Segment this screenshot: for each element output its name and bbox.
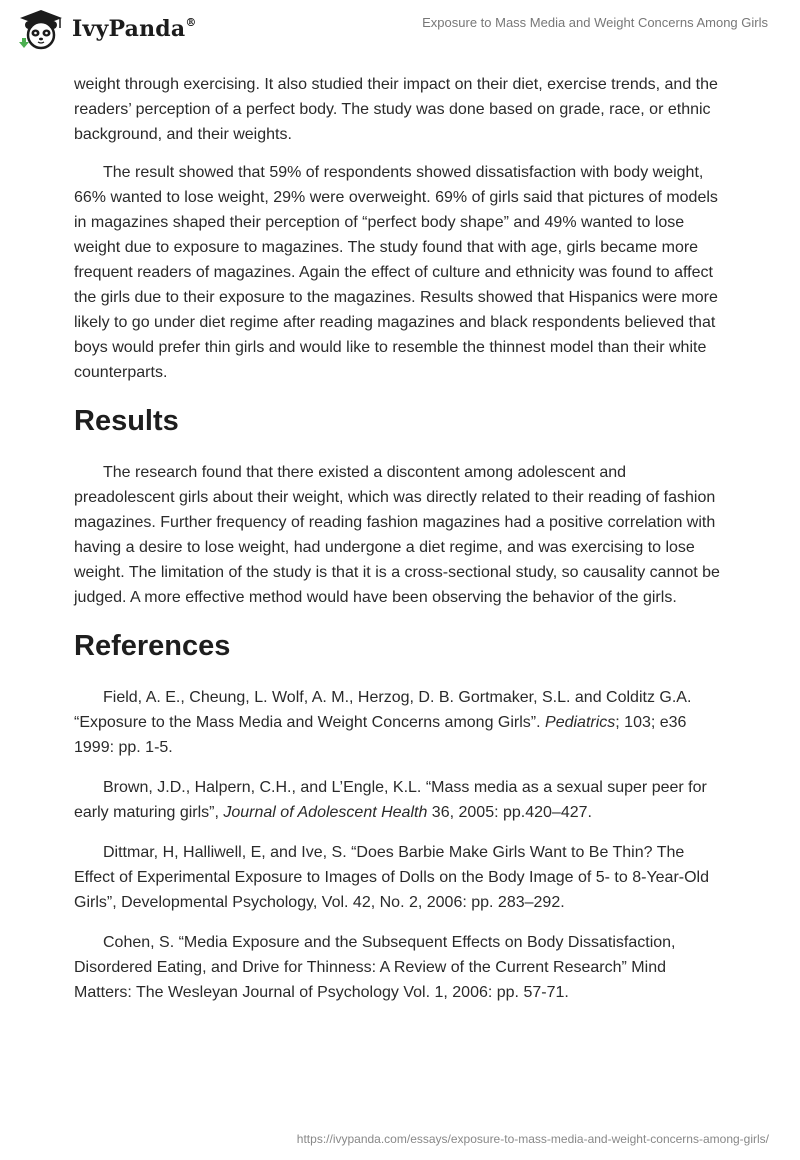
reference-item: Cohen, S. “Media Exposure and the Subsequent Effects on Body Dissatisfaction, Disordered Eating, and Drive for Thinness: A Review of the Current Research” Mind Matters: The Wesleyan Journal of Psychology Vol. 1, 2006: pp. 57-71.: [74, 934, 676, 1001]
panda-logo-icon: [16, 8, 66, 50]
results-heading: Results: [74, 405, 179, 437]
references-heading: References: [74, 630, 231, 662]
document-title: Exposure to Mass Media and Weight Concerns Among Girls: [422, 15, 768, 30]
journal-title: Pediatrics: [545, 714, 616, 731]
journal-title: Journal of Adolescent Health: [223, 804, 428, 821]
body-paragraph: The result showed that 59% of respondents showed dissatisfaction with body weight, 66% wanted to lose weight, 29% were overweight. 69% of girls said that pictures of models in magazines shaped their perception of “perfect body shape” and 49% wanted to lose weight due to exposure to magazines. The study found that with age, girls became more frequent readers of magazines. Again the effect of culture and ethnicity was found to affect the girls due to their exposure to the magazines. Results showed that Hispanics were more likely to go under diet regime after reading magazines and black respondents believed that boys would prefer thin girls and would like to resemble the thinnest model than their white counterparts.: [74, 164, 718, 381]
body-paragraph: weight through exercising. It also studied their impact on their diet, exercise trends, and the readers’ perception of a perfect body. The study was done based on grade, race, or ethnic background, and their weights.: [74, 76, 718, 143]
reference-item: Field, A. E., Cheung, L. Wolf, A. M., Herzog, D. B. Gortmaker, S.L. and Colditz G.A. “Exposure to the Mass Media and Weight Concerns among Girls”. Pediatrics; 103; e36 1999: pp. 1-5.: [74, 689, 692, 756]
reference-item: Brown, J.D., Halpern, C.H., and L’Engle, K.L. “Mass media as a sexual super peer for early maturing girls”, Journal of Adolescent Health 36, 2005: pp.420–427.: [74, 779, 707, 821]
registered-mark: ®: [185, 15, 197, 29]
source-url-link[interactable]: https://ivypanda.com/essays/exposure-to-mass-media-and-weight-concerns-among-girls/: [296, 1132, 769, 1146]
reference-item: Dittmar, H, Halliwell, E, and Ive, S. “Does Barbie Make Girls Want to Be Thin? The Effect of Experimental Exposure to Images of Dolls on the Body Image of 5- to 8-Year-Old Girls”, Developmental Psychology, Vol. 42, No. 2, 2006: pp. 283–292.: [74, 844, 709, 911]
essay-content: [74, 72, 726, 1020]
results-paragraph: The research found that there existed a discontent among adolescent and preadolescent girls about their weight, which was directly related to their reading of fashion magazines. Further frequency of reading fashion magazines had a positive correlation with having a desire to lose weight, had undergone a diet regime, and was exercising to lose weight. The limitation of the study is that it is a cross-sectional study, so causality cannot be judged. A more effective method would have been observing the behavior of the girls.: [74, 464, 720, 606]
brand-name: IvyPanda®: [72, 15, 197, 42]
logo[interactable]: [16, 8, 197, 50]
page-header: [0, 0, 800, 66]
